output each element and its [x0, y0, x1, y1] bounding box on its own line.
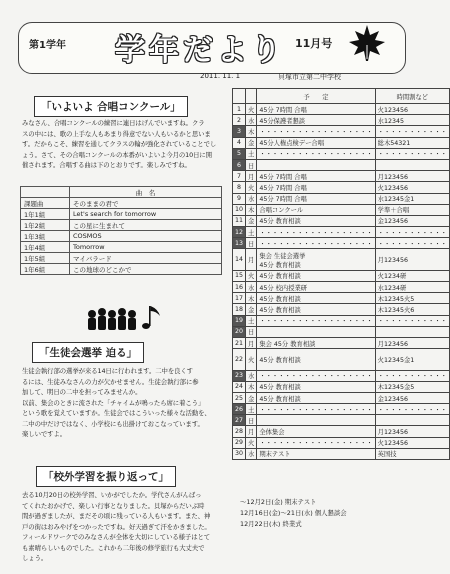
weekday-cell: 木 — [246, 204, 257, 215]
weekday-cell: 月 — [246, 426, 257, 437]
weekday-cell: 木 — [246, 381, 257, 392]
table-row — [21, 264, 222, 275]
timetable-cell: ・・・・・・・・・・・ — [375, 315, 449, 326]
class-cell: 1年5組 — [21, 253, 70, 264]
plan-cell: 45分保護者懇談 — [257, 115, 375, 126]
timetable-cell: 月123456 — [375, 249, 449, 270]
day-cell: 25 — [233, 392, 246, 403]
table-row — [21, 220, 222, 231]
day-cell: 12 — [233, 227, 246, 238]
plan-cell: 45分 教育相談 — [257, 304, 375, 315]
timetable-cell: 金123456 — [375, 215, 449, 226]
day-cell: 17 — [233, 293, 246, 304]
weekday-cell: 土 — [246, 315, 257, 326]
weekday-cell: 水 — [246, 282, 257, 293]
timetable-cell: 総木54321 — [375, 137, 449, 148]
weekday-header — [246, 89, 257, 104]
schedule-row — [233, 315, 450, 326]
day-cell: 16 — [233, 282, 246, 293]
schedule-row — [233, 126, 450, 137]
text-line: ょう。さて、その合唱コンクールの本番がいよいよ今月の10日に開 — [22, 150, 212, 159]
plan-cell: 45分 7時間 合唱 — [257, 193, 375, 204]
day-cell: 5 — [233, 148, 246, 159]
schedule-row — [233, 193, 450, 204]
schedule-row — [233, 148, 450, 159]
timetable-cell: 水1234研 — [375, 282, 449, 293]
day-cell: 21 — [233, 337, 246, 348]
timetable-cell: 火123456 — [375, 104, 449, 115]
day-cell: 19 — [233, 315, 246, 326]
day-cell: 7 — [233, 171, 246, 182]
schedule-row — [233, 304, 450, 315]
timetable-cell: 水12345金1 — [375, 193, 449, 204]
plan-cell: 45分 教育相談 — [257, 215, 375, 226]
song-table — [20, 186, 222, 275]
class-cell: 1年1組 — [21, 209, 70, 220]
plan-cell: 45分 教育相談 — [257, 270, 375, 281]
schedule-row — [233, 104, 450, 115]
plan-cell: 45分 教育相談 — [257, 349, 375, 370]
day-cell: 6 — [233, 159, 246, 170]
plan-cell: 集会 生徒会選挙 45分 教育相談 — [257, 249, 375, 270]
timetable-cell: 月123456 — [375, 337, 449, 348]
text-line: スの中には、歌の上手な人もあまり得意でない人もいるかと思いま — [22, 129, 211, 138]
song-cell: そのままの君で — [70, 198, 222, 209]
timetable-cell: 木12345金5 — [375, 381, 449, 392]
schedule-row — [233, 381, 450, 392]
issue-month: 11月号 — [295, 37, 333, 50]
timetable-cell: 火12345金1 — [375, 349, 449, 370]
timetable-cell: ・・・・・・・・・・・ — [375, 404, 449, 415]
schedule-row — [233, 171, 450, 182]
weekday-cell: 水 — [246, 370, 257, 381]
plan-cell — [257, 415, 375, 426]
music-note-icon — [142, 306, 160, 329]
text-line: 去る10月20日の校外学習、いかがでしたか。学代さんがんばっ — [22, 491, 202, 499]
plan-cell: ・・・・・・・・・・・・・・・・・・ — [257, 227, 375, 238]
plan-cell: ・・・・・・・・・・・・・・・・・・ — [257, 148, 375, 159]
timetable-cell: 木12345火5 — [375, 293, 449, 304]
schedule-header-row — [233, 89, 450, 104]
weekday-cell: 火 — [246, 182, 257, 193]
event-line: 12月22日(木) 終業式 — [240, 520, 302, 528]
weekday-cell: 土 — [246, 227, 257, 238]
weekday-cell: 日 — [246, 326, 257, 337]
publish-date: 2011. 11. 1 — [200, 72, 241, 80]
plan-cell: ・・・・・・・・・・・・・・・・・・ — [257, 238, 375, 249]
text-line: 間が過ぎましたが、まだその頃に残っている人もいます。また、神 — [22, 512, 211, 520]
day-cell: 3 — [233, 126, 246, 137]
masthead — [18, 22, 406, 74]
day-cell: 30 — [233, 448, 246, 459]
day-cell: 15 — [233, 270, 246, 281]
song-cell: この地球のどこかで — [70, 264, 222, 275]
day-cell: 8 — [233, 182, 246, 193]
plan-cell — [257, 159, 375, 170]
weekday-cell: 金 — [246, 304, 257, 315]
day-cell: 13 — [233, 238, 246, 249]
monthly-schedule-table — [232, 88, 450, 460]
timetable-cell: 月123456 — [375, 426, 449, 437]
schedule-row — [233, 437, 450, 448]
table-row — [21, 209, 222, 220]
plan-cell: 期末テスト — [257, 448, 375, 459]
event-line: 12月16日(金)～21日(水) 個人懇談会 — [240, 509, 347, 517]
weekday-cell: 火 — [246, 349, 257, 370]
timetable-cell: ・・・・・・・・・・・ — [375, 238, 449, 249]
schedule-row — [233, 227, 450, 238]
section-title-field-trip: 「校外学習を振り返って」 — [36, 466, 176, 487]
table-row — [21, 198, 222, 209]
school-name: 貝塚市立第二中学校 — [278, 73, 341, 81]
schedule-row — [233, 137, 450, 148]
day-cell: 22 — [233, 349, 246, 370]
day-header — [233, 89, 246, 104]
column-header-class — [21, 187, 70, 198]
section-title-chorus: 「いよいよ 合唱コンクール」 — [34, 96, 188, 117]
schedule-row — [233, 349, 450, 370]
text-line: 加して、明日の二中を担ってみませんか。 — [22, 388, 142, 396]
schedule-row — [233, 326, 450, 337]
text-line: も素晴らしいものでした。これから二年後の修学旅行も大丈夫で — [22, 543, 205, 552]
section-title-election: 「生徒会選挙 迫る」 — [32, 342, 144, 363]
plan-cell: 45分 教育相談 — [257, 392, 375, 403]
table-row — [21, 242, 222, 253]
text-line: 二中の中だけではなく、小学校にも出掛けておこなっています。 — [22, 419, 204, 428]
timetable-cell: 火123456 — [375, 182, 449, 193]
text-line: みなさん、合唱コンクールの練習に連日はげんでいますね。クラ — [22, 119, 205, 127]
plan-cell: ・・・・・・・・・・・・・・・・・・ — [257, 437, 375, 448]
plan-cell: 45分 7時間 合唱 — [257, 182, 375, 193]
day-cell: 24 — [233, 381, 246, 392]
plan-cell: ・・・・・・・・・・・・・・・・・・ — [257, 370, 375, 381]
weekday-cell: 月 — [246, 249, 257, 270]
weekday-cell: 日 — [246, 415, 257, 426]
weekday-cell: 日 — [246, 238, 257, 249]
day-cell: 2 — [233, 115, 246, 126]
weekday-cell: 水 — [246, 193, 257, 204]
schedule-row — [233, 404, 450, 415]
table-row — [21, 231, 222, 242]
day-cell: 1 — [233, 104, 246, 115]
weekday-cell: 金 — [246, 392, 257, 403]
schedule-row — [233, 337, 450, 348]
day-cell: 18 — [233, 304, 246, 315]
choir-singers-illustration — [84, 300, 164, 334]
event-line: ～12月2日(金) 期末テスト — [240, 498, 317, 506]
schedule-row — [233, 182, 450, 193]
class-cell: 1年2組 — [21, 220, 70, 231]
day-cell: 11 — [233, 215, 246, 226]
field-trip-paragraph — [22, 490, 226, 564]
song-cell: COSMOS — [70, 231, 222, 242]
timetable-cell: ・・・・・・・・・・・ — [375, 148, 449, 159]
maple-leaf-icon — [347, 23, 387, 63]
day-cell: 10 — [233, 204, 246, 215]
song-cell: Let's search for tomorrow — [70, 209, 222, 220]
timetable-cell: 金123456 — [375, 392, 449, 403]
weekday-cell: 土 — [246, 148, 257, 159]
day-cell: 23 — [233, 370, 246, 381]
plan-cell: 45分 7時間 合唱 — [257, 104, 375, 115]
weekday-cell: 木 — [246, 293, 257, 304]
election-paragraph — [22, 366, 222, 440]
timetable-cell — [375, 326, 449, 337]
timetable-cell: ・・・・・・・・・・・ — [375, 370, 449, 381]
day-cell: 9 — [233, 193, 246, 204]
weekday-cell: 火 — [246, 437, 257, 448]
schedule-row — [233, 238, 450, 249]
timetable-cell: 学準＋合唱 — [375, 204, 449, 215]
timetable-cell: 火1234研 — [375, 270, 449, 281]
plan-cell: ・・・・・・・・・・・・・・・・・・ — [257, 126, 375, 137]
schedule-row — [233, 415, 450, 426]
plan-cell: 45分 教育相談 — [257, 381, 375, 392]
schedule-row — [233, 115, 450, 126]
text-line: という歌を覚えていますか。生徒会ではこういった様々な活動を、 — [22, 409, 211, 417]
timetable-cell: 水12345 — [375, 115, 449, 126]
text-line: す。だからこそ、練習を通してクラスの輪が強化されていることでし — [22, 140, 217, 148]
timetable-cell: 英国技 — [375, 448, 449, 459]
schedule-row — [233, 293, 450, 304]
timetable-cell: 火123456 — [375, 437, 449, 448]
class-cell: 1年4組 — [21, 242, 70, 253]
timetable-cell: 月123456 — [375, 171, 449, 182]
day-cell: 26 — [233, 404, 246, 415]
timetable-cell: 木12345火6 — [375, 304, 449, 315]
day-cell: 14 — [233, 249, 246, 270]
schedule-row — [233, 204, 450, 215]
class-cell: 1年3組 — [21, 231, 70, 242]
class-cell: 1年6組 — [21, 264, 70, 275]
weekday-cell: 月 — [246, 171, 257, 182]
text-line: 生徒会執行部の選挙が来る14日に行われます。二中を良くす — [22, 367, 193, 375]
plan-cell: 合唱コンクール — [257, 204, 375, 215]
upcoming-events — [240, 497, 347, 530]
plan-cell: ・・・・・・・・・・・・・・・・・・ — [257, 315, 375, 326]
timetable-cell — [375, 159, 449, 170]
timetable-cell — [375, 415, 449, 426]
schedule-row — [233, 448, 450, 459]
plan-header: 予 定 — [257, 89, 375, 104]
schedule-row — [233, 159, 450, 170]
text-line: るには、生徒みなさんの力が欠かせません。生徒会執行部に参 — [22, 377, 199, 386]
text-line: フィールドワークでのみなさんが全体を大切にしている様子はとて — [22, 533, 211, 541]
weekday-cell: 日 — [246, 159, 257, 170]
timetable-header: 時間割など — [375, 89, 449, 104]
text-line: てくれたおかげで、楽しい行事となりました。貝塚からだいぶ時 — [22, 501, 205, 510]
schedule-row — [233, 392, 450, 403]
plan-cell: 集会 45分 教育相談 — [257, 337, 375, 348]
plan-cell: ・・・・・・・・・・・・・・・・・・ — [257, 404, 375, 415]
weekday-cell: 火 — [246, 270, 257, 281]
day-cell: 28 — [233, 426, 246, 437]
table-header-row — [21, 187, 222, 198]
song-cell: この星に生まれて — [70, 220, 222, 231]
class-cell: 課題曲 — [21, 198, 70, 209]
weekday-cell: 金 — [246, 137, 257, 148]
day-cell: 27 — [233, 415, 246, 426]
weekday-cell: 月 — [246, 337, 257, 348]
grade-label: 第1学年 — [29, 40, 66, 51]
schedule-row — [233, 270, 450, 281]
plan-cell: 全体集会 — [257, 426, 375, 437]
text-line: 催されます。合唱する曲は下のとおりです。楽しみですね。 — [22, 161, 191, 169]
schedule-row — [233, 249, 450, 270]
plan-cell: 45分 校内授業研 — [257, 282, 375, 293]
weekday-cell: 水 — [246, 115, 257, 126]
timetable-cell: ・・・・・・・・・・・ — [375, 126, 449, 137]
day-cell: 20 — [233, 326, 246, 337]
day-cell: 4 — [233, 137, 246, 148]
weekday-cell: 土 — [246, 404, 257, 415]
weekday-cell: 火 — [246, 104, 257, 115]
weekday-cell: 木 — [246, 126, 257, 137]
plan-cell: 45分 教育相談 — [257, 293, 375, 304]
chorus-paragraph — [22, 118, 222, 171]
schedule-row — [233, 215, 450, 226]
timetable-cell: ・・・・・・・・・・・ — [375, 227, 449, 238]
day-cell: 29 — [233, 437, 246, 448]
weekday-cell: 水 — [246, 448, 257, 459]
weekday-cell: 金 — [246, 215, 257, 226]
column-header-song: 曲 名 — [70, 187, 222, 198]
schedule-row — [233, 282, 450, 293]
newsletter-title: 学年だより — [115, 33, 285, 68]
text-line: 戸の街はおみやげをつかったですね。好天過ぎて汗をかきました。 — [22, 522, 211, 531]
text-line: 以前、集会のときに流された「チャイムが鳴ったら席に着こう」 — [22, 398, 205, 407]
song-cell: マイバラード — [70, 253, 222, 264]
plan-cell: 45分 7時間 合唱 — [257, 171, 375, 182]
plan-cell — [257, 326, 375, 337]
song-cell: Tomorrow — [70, 242, 222, 253]
text-line: しょう。 — [22, 554, 48, 562]
text-line: 楽しいですよ。 — [22, 430, 67, 438]
schedule-row — [233, 370, 450, 381]
schedule-row — [233, 426, 450, 437]
table-row — [21, 253, 222, 264]
plan-cell: 45分人権点検デー合唱 — [257, 137, 375, 148]
